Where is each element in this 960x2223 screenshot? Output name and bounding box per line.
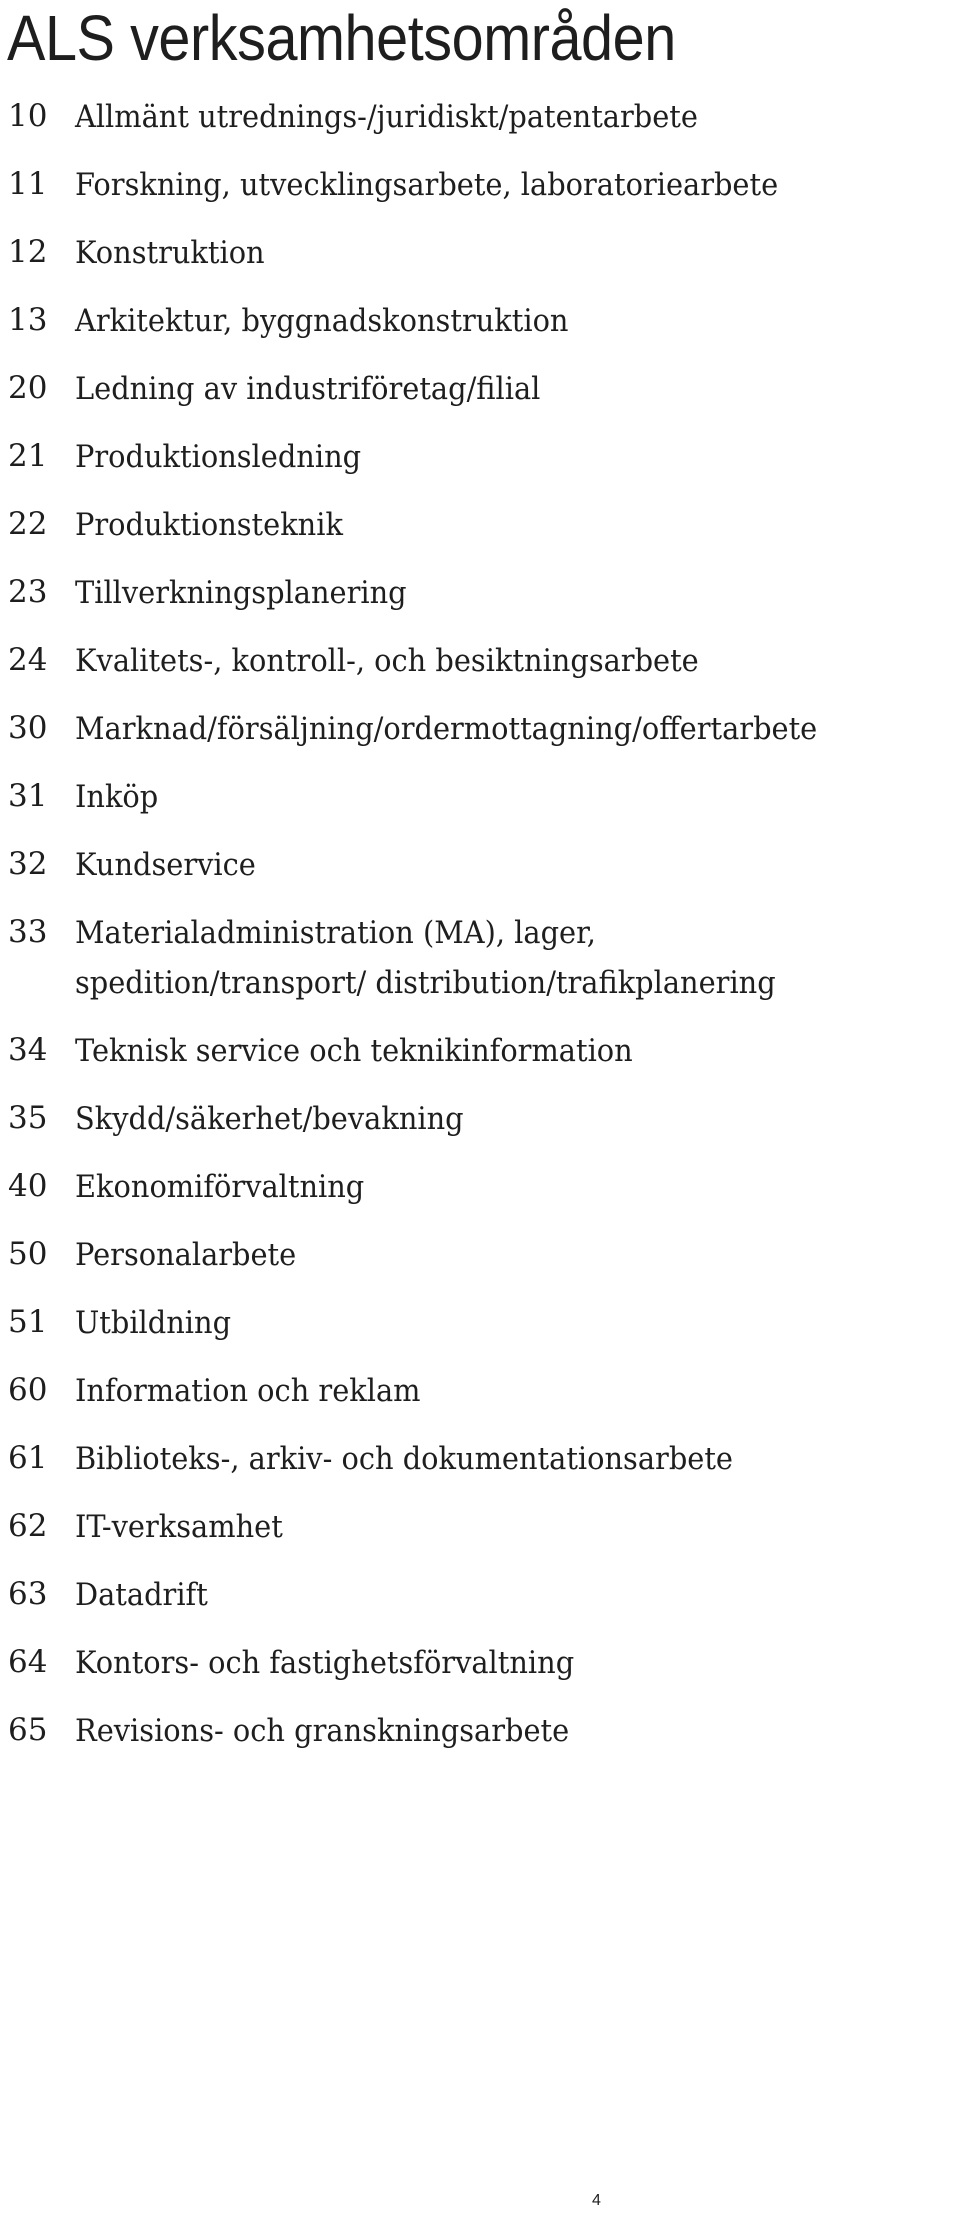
list-item <box>0 1097 960 1144</box>
area-code: 23 <box>8 574 48 610</box>
area-label: Inköp <box>75 779 159 815</box>
list-item <box>0 1505 960 1552</box>
list-item <box>0 435 960 482</box>
area-label: Ekonomiförvaltning <box>75 1169 365 1205</box>
area-label: Datadrift <box>75 1577 208 1613</box>
area-label: Personalarbete <box>75 1237 297 1273</box>
area-code: 22 <box>8 506 48 542</box>
list-item <box>0 1301 960 1348</box>
list-item <box>0 1233 960 1280</box>
list-item <box>0 503 960 550</box>
area-label: Biblioteks-, arkiv- och dokumentationsarbete <box>75 1441 733 1477</box>
area-code: 33 <box>8 914 48 950</box>
area-label: Arkitektur, byggnadskonstruktion <box>75 303 569 339</box>
area-code: 50 <box>8 1236 48 1272</box>
area-code: 21 <box>8 438 48 474</box>
area-label: Utbildning <box>75 1305 232 1341</box>
area-label: IT-verksamhet <box>75 1509 283 1545</box>
area-code: 62 <box>8 1508 48 1544</box>
list-item <box>0 95 960 142</box>
area-code: 64 <box>8 1644 48 1680</box>
list-item <box>0 1029 960 1076</box>
list-item <box>0 911 960 1008</box>
area-label: Allmänt utrednings-/juridiskt/patentarbete <box>75 99 698 135</box>
area-code: 24 <box>8 642 48 678</box>
list-item <box>0 163 960 210</box>
list-item <box>0 231 960 278</box>
area-code: 30 <box>8 710 48 746</box>
list-item <box>0 1573 960 1620</box>
area-label: Skydd/säkerhet/bevakning <box>75 1101 464 1137</box>
list-item <box>0 1709 960 1756</box>
area-label: Marknad/försäljning/ordermottagning/offertarbete <box>75 711 818 747</box>
area-code: 20 <box>8 370 48 406</box>
list-item <box>0 707 960 754</box>
page-number: 4 <box>592 2192 601 2209</box>
area-label: Kundservice <box>75 847 256 883</box>
list-item <box>0 1165 960 1212</box>
area-label: Konstruktion <box>75 235 265 271</box>
area-label: Tillverkningsplanering <box>75 575 407 611</box>
area-label: Produktionsledning <box>75 439 362 475</box>
area-code: 63 <box>8 1576 48 1612</box>
area-label: Teknisk service och teknikinformation <box>75 1033 633 1069</box>
area-code: 61 <box>8 1440 48 1476</box>
area-code: 60 <box>8 1372 48 1408</box>
area-code: 13 <box>8 302 48 338</box>
area-label: Forskning, utvecklingsarbete, laboratoriearbete <box>75 167 779 203</box>
area-code: 11 <box>8 166 48 202</box>
area-label: Ledning av industriföretag/filial <box>75 371 541 407</box>
list-item <box>0 1437 960 1484</box>
area-list <box>0 95 960 1777</box>
list-item <box>0 1369 960 1416</box>
area-label: Materialadministration (MA), lager, spedition/transport/ distribution/trafikplanering <box>75 915 776 1001</box>
area-code: 65 <box>8 1712 48 1748</box>
area-label: Kontors- och fastighetsförvaltning <box>75 1645 575 1681</box>
list-item <box>0 775 960 822</box>
list-item <box>0 299 960 346</box>
area-code: 35 <box>8 1100 48 1136</box>
page-title: ALS verksamhetsområden <box>7 2 676 74</box>
area-code: 12 <box>8 234 48 270</box>
area-code: 31 <box>8 778 48 814</box>
list-item <box>0 367 960 414</box>
list-item <box>0 571 960 618</box>
area-code: 34 <box>8 1032 48 1068</box>
area-code: 51 <box>8 1304 48 1340</box>
area-label: Kvalitets-, kontroll-, och besiktningsarbete <box>75 643 699 679</box>
area-label: Information och reklam <box>75 1373 421 1409</box>
area-code: 40 <box>8 1168 48 1204</box>
area-code: 10 <box>8 98 48 134</box>
area-label: Revisions- och granskningsarbete <box>75 1713 570 1749</box>
list-item <box>0 843 960 890</box>
area-label: Produktionsteknik <box>75 507 343 543</box>
area-code: 32 <box>8 846 48 882</box>
list-item <box>0 639 960 686</box>
list-item <box>0 1641 960 1688</box>
